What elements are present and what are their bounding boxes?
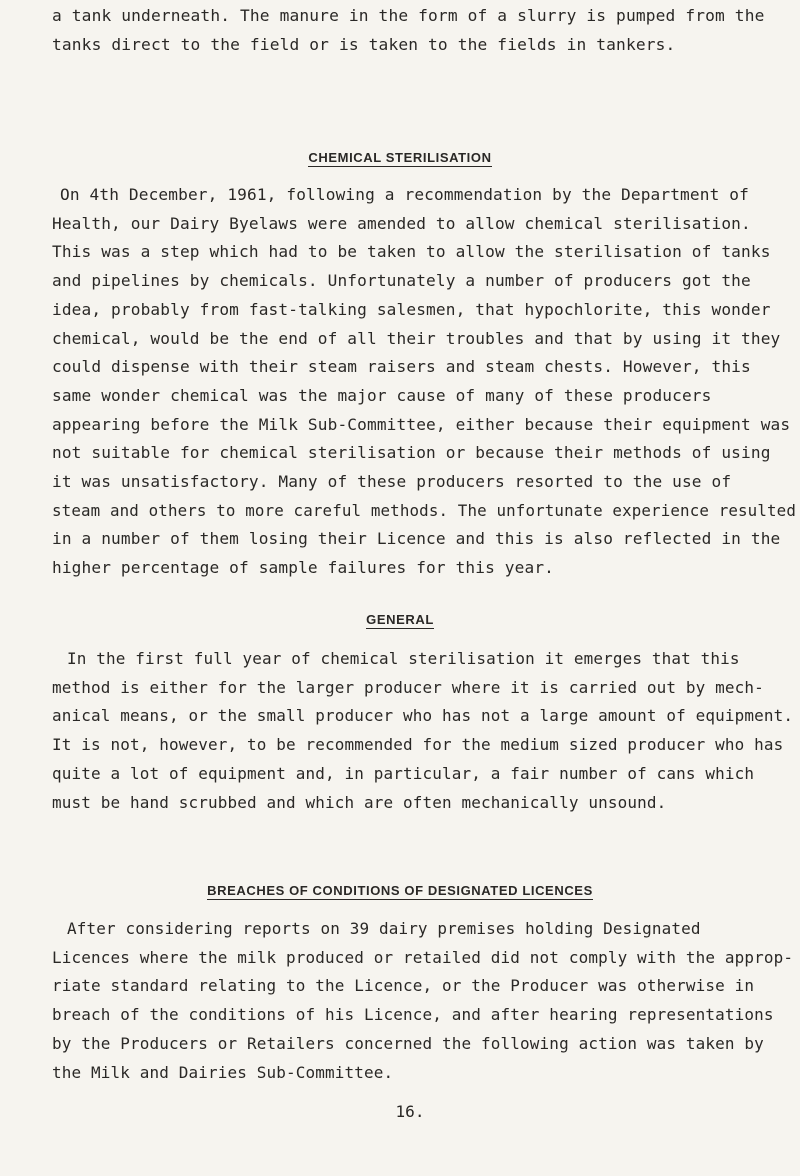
- text-line: could dispense with their steam raisers and steam chests. However, this: [52, 357, 751, 377]
- text-line: and pipelines by chemicals. Unfortunately a number of producers got the: [52, 271, 751, 291]
- text-line: steam and others to more careful methods. The unfortunate experience resulted: [52, 500, 796, 520]
- text-line: same wonder chemical was the major cause of many of these producers: [52, 385, 712, 405]
- text-line: higher percentage of sample failures for this year.: [52, 558, 555, 578]
- text-line: not suitable for chemical sterilisation or because their methods of using: [52, 443, 771, 463]
- text-line: In the first full year of chemical sterilisation it emerges that this: [67, 649, 740, 668]
- page-number: 16.: [395, 1102, 425, 1121]
- text-line: it was unsatisfactory. Many of these producers resorted to the use of: [52, 472, 732, 492]
- intro-paragraph: [52, 2, 792, 59]
- text-line: the Milk and Dairies Sub-Committee.: [52, 1062, 394, 1082]
- text-line: chemical, would be the end of all their troubles and that by using it they: [52, 328, 781, 348]
- section-heading-general: GENERAL: [366, 612, 434, 627]
- text-line: breach of the conditions of his Licence, and after hearing representations: [52, 1005, 774, 1025]
- section-heading-chemical-sterilisation: CHEMICAL STERILISATION: [308, 150, 492, 165]
- text-line: anical means, or the small producer who has not a large amount of equipment.: [52, 706, 794, 726]
- text-line: must be hand scrubbed and which are often mechanically unsound.: [52, 792, 667, 812]
- text-line: quite a lot of equipment and, in particular, a fair number of cans which: [52, 763, 755, 783]
- breaches-paragraph: [52, 915, 800, 1087]
- text-line: a tank underneath. The manure in the form of a slurry is pumped from the: [52, 6, 765, 25]
- section-heading-breaches: BREACHES OF CONDITIONS OF DESIGNATED LICENCES: [207, 883, 593, 898]
- text-line: On 4th December, 1961, following a recommendation by the Department of: [60, 185, 749, 204]
- text-line: tanks direct to the field or is taken to the fields in tankers.: [52, 34, 676, 54]
- text-line: method is either for the larger producer where it is carried out by mech-: [52, 677, 764, 697]
- text-line: riate standard relating to the Licence, or the Producer was otherwise in: [52, 976, 755, 996]
- text-line: idea, probably from fast-talking salesmen, that hypochlorite, this wonder: [52, 299, 771, 319]
- text-line: It is not, however, to be recommended for the medium sized producer who has: [52, 735, 784, 755]
- general-paragraph: [52, 645, 800, 817]
- text-line: Health, our Dairy Byelaws were amended to allow chemical sterilisation.: [52, 213, 751, 233]
- text-line: After considering reports on 39 dairy premises holding Designated: [67, 919, 701, 938]
- text-line: appearing before the Milk Sub-Committee, either because their equipment was: [52, 414, 791, 434]
- text-line: This was a step which had to be taken to allow the sterilisation of tanks: [52, 242, 771, 262]
- text-line: in a number of them losing their Licence and this is also reflected in the: [52, 529, 781, 549]
- text-line: Licences where the milk produced or retailed did not comply with the approp-: [52, 947, 794, 967]
- text-line: by the Producers or Retailers concerned the following action was taken by: [52, 1033, 764, 1053]
- chemical-sterilisation-paragraph: [52, 181, 800, 583]
